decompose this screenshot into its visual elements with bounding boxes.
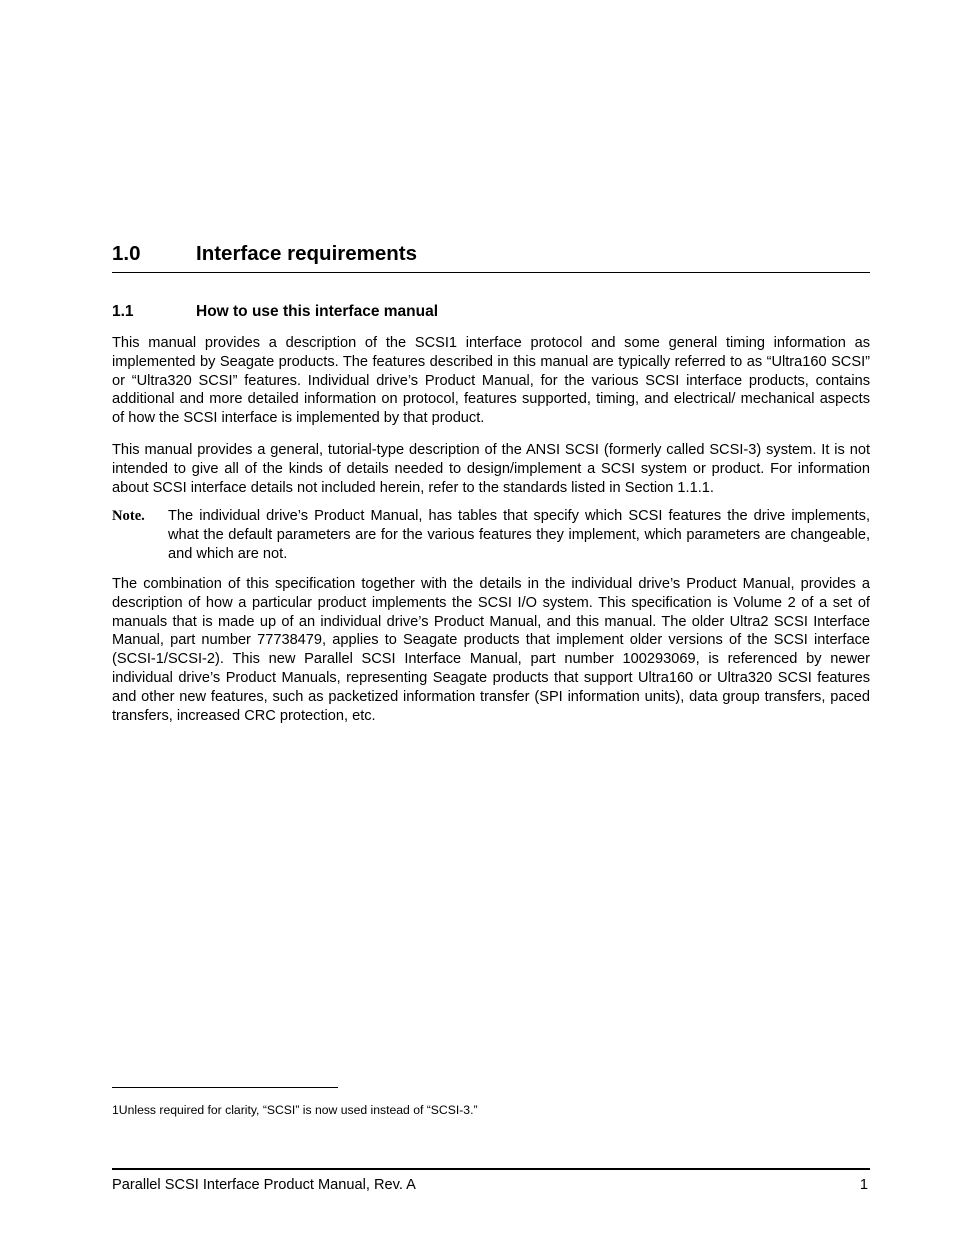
footnote: 1Unless required for clarity, “SCSI” is now used instead of “SCSI-3.” (112, 1103, 478, 1117)
body-paragraph-3: The combination of this specification together with the details in the individual drive’s Product Manual, provides a description of how a particular product implements the SCSI I/O system. This specification is Volume 2 of a set of manuals that is made up of an individual drive’s Product Manual, and this manual. The older Ultra2 SCSI Interface Manual, part number 77738479, applies to Seagate products that implement older versions of the SCSI interface (SCSI-1/SCSI-2). This new Parallel SCSI Interface Manual, part number 100293069, is referenced by newer individual drive’s Product Manuals, representing Seagate products that support Ultra160 or Ultra320 SCSI features and other new features, such as packetized information transfer (SPI information units), data group transfers, paced transfers, increased CRC protection, etc. (112, 576, 870, 724)
subsection-title: How to use this interface manual (196, 303, 439, 320)
footer-title: Parallel SCSI Interface Product Manual, Rev. A (112, 1177, 416, 1193)
footer-divider (112, 1168, 870, 1170)
subsection-number: 1.1 (112, 303, 134, 320)
body-paragraph-1: This manual provides a description of the SCSI1 interface protocol and some general timing information as implemented by Seagate products. The features described in this manual are typically referred to as “Ultra160 SCSI” or “Ultra320 SCSI” features. Individual drive’s Product Manual, for the various SCSI interface products, contains additional and more detailed information on protocol, features supported, timing, and electrical/ mechanical aspects of how the SCSI interface is implemented by that product. (112, 335, 870, 427)
section-number: 1.0 (112, 242, 141, 265)
section-heading (112, 240, 870, 273)
section-title: Interface requirements (196, 242, 418, 265)
note-text: The individual drive’s Product Manual, has tables that specify which SCSI features the drive implements, what the default parameters are for the various features they implement, which parameters are changeable, and which are not. (168, 508, 870, 562)
footnote-divider (112, 1087, 338, 1088)
page-number: 1 (859, 1177, 868, 1193)
body-paragraph-2: This manual provides a general, tutorial-type description of the ANSI SCSI (formerly called SCSI-3) system. It is not intended to give all of the kinds of details needed to design/implement a SCSI system or product. For information about SCSI interface details not included herein, refer to the standards listed in Section 1.1.1. (112, 442, 870, 496)
note-label: Note. (112, 508, 145, 524)
